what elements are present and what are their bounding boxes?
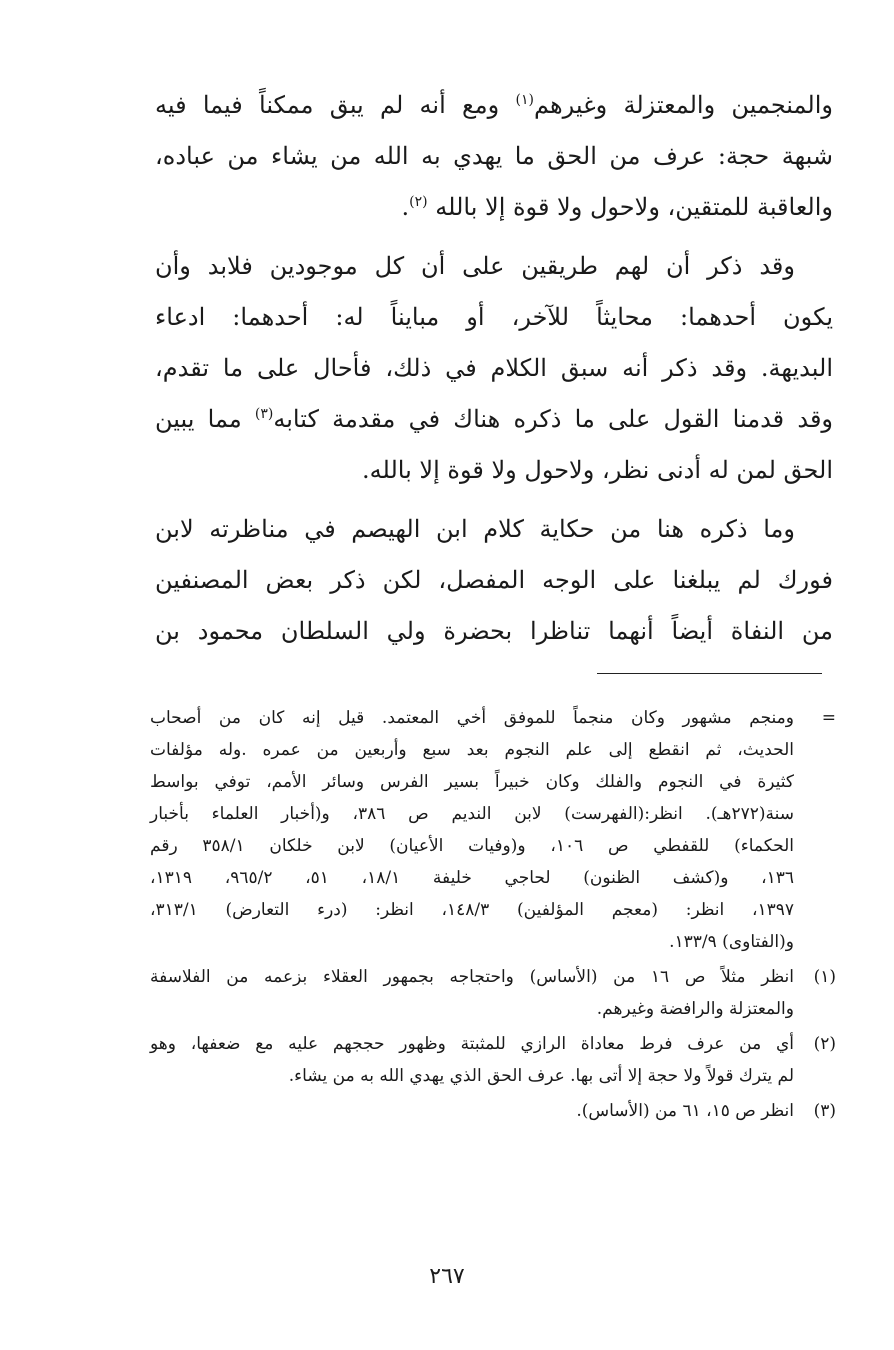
footnote-line: لم يترك قولاً ولا حجة إلا أتى بها. عرف الحق الذي يهدي الله به من يشاء. (288, 1066, 794, 1086)
footnote-line: أي من عرف فرط معاداة الرازي للمثبتة وظهور حججهم عليه مع ضعفها، وهو (150, 1034, 794, 1054)
text-segment: مما يبين (155, 405, 255, 433)
footnote-marker: (٢) (813, 1034, 836, 1054)
text-line: الحق لمن له أدنى نظر، ولاحول ولا قوة إلا بالله. (362, 456, 833, 484)
text-line (155, 80, 833, 131)
footnote-line: كثيرة في النجوم والفلك وكان خبيراً بسير الفرس وسائر الأمم، توفي بواسط (150, 772, 794, 792)
footnote-ref-3[interactable]: (٣) (254, 406, 274, 422)
paragraph-2 (155, 241, 833, 496)
footnote-line: ومنجم مشهور وكان منجماً للموفق أخي المعتمد. قيل إنه كان من أصحاب (150, 708, 794, 728)
paragraph-1 (155, 80, 833, 233)
footnote-marker: (١) (813, 967, 836, 987)
text-line: فورك لم يبلغنا على الوجه المفصل، لكن ذكر بعض المصنفين (155, 566, 833, 594)
footnote-line: انظر ص ١٥، ٦١ من (الأساس). (576, 1101, 794, 1121)
paragraph-3 (155, 504, 833, 657)
footnote-ref-1[interactable]: (١) (515, 92, 534, 108)
text-segment: . (401, 193, 410, 221)
footnote-body (150, 1028, 794, 1092)
footnote-continuation (150, 702, 836, 958)
footnote-body (150, 1095, 794, 1127)
continuation-marker: = (821, 708, 836, 728)
footnote-1 (150, 961, 836, 1025)
text-segment: والمنجمين والمعتزلة وغيرهم (533, 91, 833, 119)
footnote-2 (150, 1028, 836, 1092)
footnote-line: الحديث، ثم انقطع إلى علم النجوم بعد سبع وأربعين من عمره .وله مؤلفات (150, 740, 794, 760)
footnote-marker: (٣) (813, 1101, 836, 1121)
footnote-line: والمعتزلة والرافضة وغيرهم. (596, 999, 794, 1019)
text-line: شبهة حجة: عرف من الحق ما يهدي به الله من يشاء من عباده، (155, 142, 833, 170)
main-text (155, 80, 833, 657)
footnote-line: انظر مثلاً ص ١٦ من (الأساس) واحتجاجه بجمهور العقلاء بزعمه من الفلاسفة (150, 967, 794, 987)
text-segment: وقد قدمنا القول على ما ذكره هناك في مقدمة كتابه (273, 405, 833, 433)
footnote-line: و(الفتاوى) ١٣٣/٩. (669, 932, 794, 952)
text-segment: والعاقبة للمتقين، ولاحول ولا قوة إلا بالله (427, 193, 833, 221)
text-line (155, 182, 833, 233)
page-number: ٢٦٧ (429, 1264, 465, 1289)
footnotes (150, 702, 836, 1130)
footnote-line: ١٣٦، و(كشف الظنون) لحاجي خليفة ١٨/١، ٥١، ٩٦٥/٢، ١٣١٩، (150, 868, 795, 888)
footnote-line: ١٣٩٧، انظر: (معجم المؤلفين) ١٤٨/٣، انظر: (درء التعارض) ٣١٣/١، (150, 900, 794, 920)
footnote-body (150, 961, 794, 1025)
text-segment: ومع أنه لم يبق ممكناً فيما فيه (155, 91, 516, 119)
footnote-line: الحكماء) للقفطي ص ١٠٦، و(وفيات الأعيان) لابن خلكان ٣٥٨/١ رقم (150, 836, 794, 856)
footnote-ref-2[interactable]: (٢) (409, 194, 428, 210)
footnote-line: سنة(٢٧٢هـ). انظر:(الفهرست) لابن النديم ص ٣٨٦، و(أخبار العلماء بأخبار (150, 804, 794, 824)
footnote-body (150, 702, 794, 958)
footnote-separator (597, 673, 822, 674)
footnote-3 (150, 1095, 836, 1127)
text-line: وقد ذكر أن لهم طريقين على أن كل موجودين فلابد وأن (155, 252, 795, 280)
text-line (155, 394, 833, 445)
text-line: البديهة. وقد ذكر أنه سبق الكلام في ذلك، فأحال على ما تقدم، (155, 354, 833, 382)
text-line: يكون أحدهما: محايثاً للآخر، أو مبايناً له: أحدهما: ادعاء (155, 303, 833, 331)
text-line: من النفاة أيضاً أنهما تناظرا بحضرة ولي السلطان محمود بن (155, 617, 833, 645)
text-line: وما ذكره هنا من حكاية كلام ابن الهيصم في مناظرته لابن (155, 515, 795, 543)
